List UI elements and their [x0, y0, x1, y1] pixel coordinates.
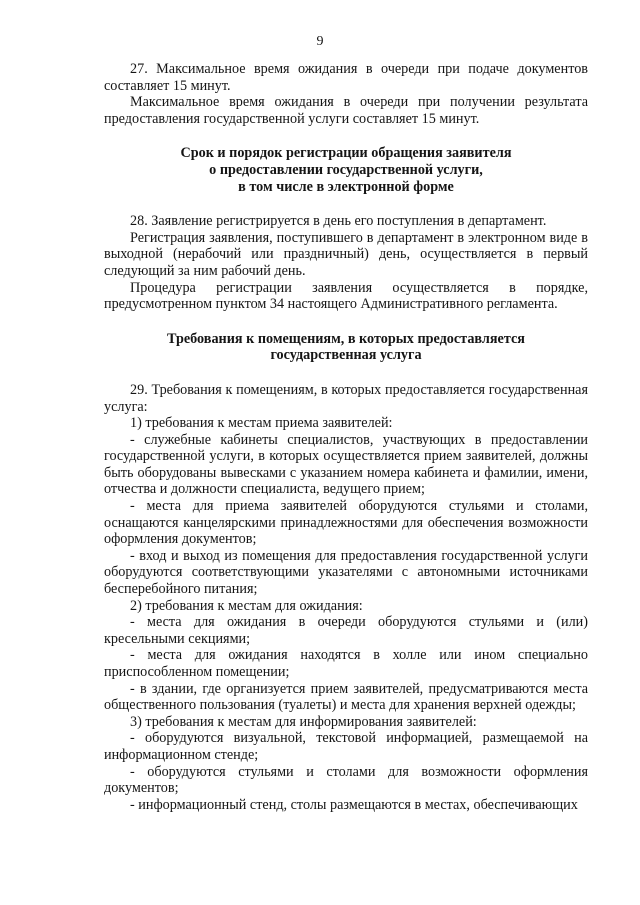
- subsection-3-title: 3) требования к местам для информирования заявителей:: [130, 713, 477, 730]
- list-item: - оборудуются визуальной, текстовой информацией, размещаемой на информационном стенде;: [104, 730, 588, 763]
- list-item: - в здании, где организуется прием заявителей, предусматриваются места общественного пользования (туалеты) и места для хранения верхней одежды;: [104, 680, 588, 714]
- paragraph-28-electronic-registration: Регистрация заявления, поступившего в департамент в электронном виде в выходной (нерабочий или праздничный) день, осуществляется в первый следующий за ним рабочий день.: [104, 229, 588, 279]
- paragraph-29-intro: 29. Требования к помещениям, в которых предоставляется государственная услуга:: [104, 381, 588, 415]
- list-item: - места для приема заявителей оборудуются стульями и столами, оснащаются канцелярскими принадлежностями для обеспечения возможности оформления документов;: [104, 498, 588, 548]
- subsection-2-title: 2) требования к местам для ожидания:: [130, 597, 363, 614]
- heading-registration-line-3: в том числе в электронной форме: [238, 178, 454, 195]
- list-item: - места для ожидания находятся в холле или ином специально приспособленном помещении;: [104, 647, 588, 680]
- paragraph-28-procedure: Процедура регистрации заявления осуществляется в порядке, предусмотренном пунктом 34 настоящего Административного регламента.: [104, 279, 588, 313]
- heading-registration-line-1: Срок и порядок регистрации обращения заявителя: [180, 145, 512, 162]
- page-number: 9: [316, 34, 324, 49]
- list-item: - места для ожидания в очереди оборудуются стульями и (или) кресельными секциями;: [104, 614, 588, 647]
- paragraph-27-queue-result: Максимальное время ожидания в очереди при получении результата предоставления государственной услуги составляет 15 минут.: [104, 94, 588, 127]
- heading-premises-line-2: государственная услуга: [270, 347, 422, 364]
- list-item: - служебные кабинеты специалистов, участвующих в предоставлении государственной услуги, в которых осуществляется прием заявителей, должны быть оборудованы вывесками с указанием номера кабинета и фамилии, имени, отчества и должности специалиста, ведущего прием;: [104, 431, 588, 498]
- heading-registration-line-2: о предоставлении государственной услуги,: [209, 161, 483, 178]
- paragraph-27-queue-submission: 27. Максимальное время ожидания в очереди при подаче документов составляет 15 минут.: [104, 61, 588, 94]
- subsection-1-title: 1) требования к местам приема заявителей:: [130, 415, 393, 432]
- heading-premises-line-1: Требования к помещениям, в которых предоставляется: [167, 330, 525, 347]
- list-item: - оборудуются стульями и столами для возможности оформления документов;: [104, 763, 588, 797]
- heading-premises: [104, 331, 588, 364]
- heading-registration: [104, 145, 588, 195]
- document-body: [104, 61, 588, 813]
- list-item: - вход и выход из помещения для предоставления государственной услуги оборудуются соответствующими указателями с автономными источниками бесперебойного питания;: [104, 547, 588, 598]
- paragraph-28-registration-day: 28. Заявление регистрируется в день его поступления в департамент.: [130, 213, 547, 230]
- list-item: - информационный стенд, столы размещаются в местах, обеспечивающих: [130, 796, 578, 813]
